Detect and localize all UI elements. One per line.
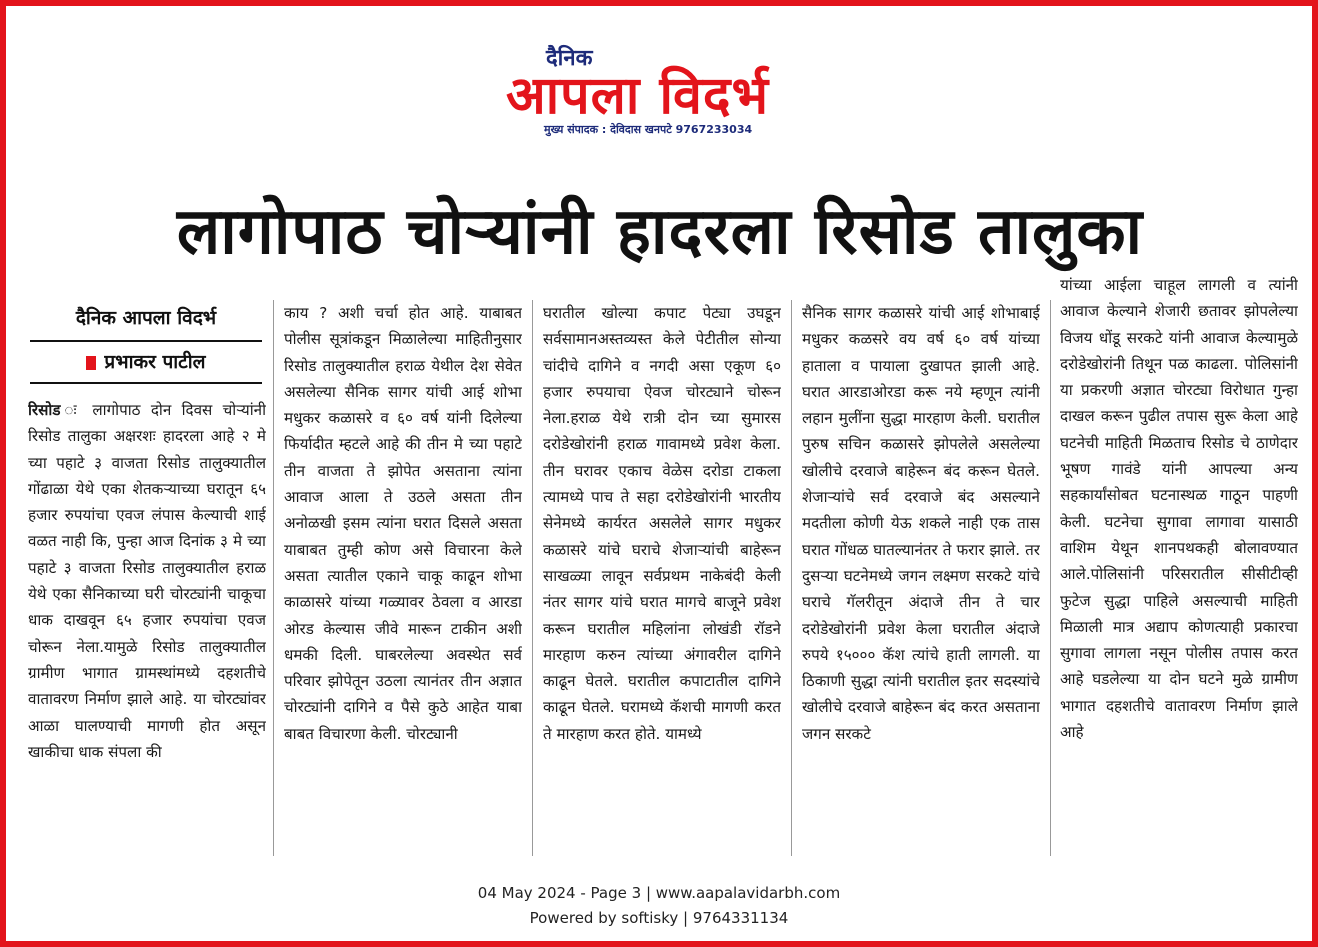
publication-name: दैनिक आपला विदर्भ — [30, 300, 262, 342]
masthead-title: आपला विदर्भ — [506, 66, 770, 126]
column-text-4: सैनिक सागर कळासरे यांची आई शोभाबाई मधुकर कळसरे वय वर्ष ६० वर्ष यांच्या हाताला व पायाला दुखापत झाली आहे. घरात आरडाओरडा करू नये म्हणून त्यांनी लहान मुलींना सुद्धा मारहाण केली. घरातील पुरुष सचिन कळासरे झोपलेले असलेल्या खोलीचे दरवाजे बाहेरून बंद करून घेतले. शेजाऱ्यांचे सर्व दरवाजे बंद असल्याने मदतीला कोणी येऊ शकले नाही एक तास घरात गोंधळ घातल्यानंतर ते फरार झाले. तर दुसऱ्या घटनेमध्ये जगन लक्ष्मण सरकटे यांचे घराचे गॅलरीतून अंदाजे तीन ते चार दरोडेखोरांनी प्रवेश केला घरातील अंदाजे रुपये १५००० कॅश त्यांचे हाती लागली. या ठिकाणी सुद्धा त्यांनी घरातील इतर सदस्यांचे खोलीचे दरवाजे बाहेरून बंद करत असताना जगन सरकटे — [802, 304, 1040, 743]
column-divider — [532, 300, 533, 856]
article-column-3 — [543, 300, 781, 860]
headline: लागोपाठ चोऱ्यांनी हादरला रिसोड तालुका — [176, 195, 1144, 269]
article-column-2 — [284, 300, 522, 860]
column-divider — [273, 300, 274, 856]
column-text-3: घरातील खोल्या कपाट पेट्या उघडून सर्वसामानअस्तव्यस्त केले पेटीतील सोन्या चांदीचे दागिने व नगदी असा एकूण ६० हजार रुपयाचा ऐवज चोरट्याने चोरून नेला.हराळ येथे रात्री दोन च्या सुमारस दरोडेखोरांनी हराळ गावामध्ये प्रवेश केला. तीन घरावर एकाच वेळेस दरोडा टाकला त्यामध्ये पाच ते सहा दरोडेखोरांनी भारतीय सेनेमध्ये कार्यरत असलेले सागर मधुकर कळासरे यांचे घराचे शेजाऱ्यांची बाहेरून साखळ्या लावून सर्वप्रथम नाकेबंदी केली नंतर सागर यांचे घरात मागचे बाजूने प्रवेश करून घरातील महिलांना लोखंडी रॉडने मारहाण करुन त्यांच्या अंगावरील दागिने काढून घेतले. घरातील कपाटातील दागिने काढून घेतले. घरामध्ये कॅशची मागणी करत ते मारहाण करत होते. यामध्ये — [543, 304, 781, 743]
reporter-name: प्रभाकर पाटील — [104, 351, 206, 373]
footer-powered-by: Powered by softisky | 9764331134 — [529, 909, 789, 927]
masthead-top-word: दैनिक — [546, 46, 593, 71]
masthead — [490, 40, 830, 140]
dateline: रिसोड — [28, 401, 61, 419]
column-divider — [791, 300, 792, 856]
column-divider — [1050, 300, 1051, 856]
article-column-5 — [1060, 272, 1298, 862]
column-text-5: यांच्या आईला चाहूल लागली व त्यांनी आवाज केल्याने शेजारी छतावर झोपलेल्या विजय धोंडू सरकटे यांनी आवाज केल्यामुळे दरोडेखोरांनी तिथून पळ काढला. पोलिसांनी या प्रकरणी अज्ञात चोरट्या विरोधात गुन्हा दाखल करून पुढील तपास सुरू केला आहे घटनेची माहिती मिळताच रिसोड चे ठाणेदार भूषण गावंडे यांनी आपल्या अन्य सहकार्यांसोबत घटनास्थळ गाठून पाहणी केली. घटनेचा सुगावा लागावा यासाठी वाशिम येथून शानपथकही बोलावण्यात आले.पोलिसांनी परिसरातील सीसीटीव्ही फुटेज सुद्धा पाहिले असल्याची माहिती मिळाली मात्र अद्याप कोणत्याही प्रकारचा सुगावा लागला नसून पोलीस तपास करत आहे घडलेल्या या दोन घटने मुळे ग्रामीण भागात दहशतीचे वातावरण निर्माण झाले आहे — [1060, 276, 1298, 742]
column-text-2: काय ? अशी चर्चा होत आहे. याबाबत पोलीस सूत्रांकडून मिळालेल्या माहितीनुसार रिसोड तालुक्यातील हराळ येथील देश सेवेत असलेल्या सैनिक सागर यांची आई शोभा मधुकर कळासरे व ६० वर्ष यांनी दिलेल्या फिर्यादीत म्हटले आहे की तीन मे च्या पहाटे तीन वाजता ते झोपेत असताना त्यांना आवाज आला ते उठले असता तीन अनोळखी इसम त्यांना घरात दिसले असता याबाबत तुम्ही कोण असे विचारना केले असता त्यातील एकाने चाकू काढून शोभा काळासरे यांच्या गळ्यावर ठेवला व आरडा ओरड केल्यास जीवे मारून टाकीन अशी धमकी दिली. घाबरलेल्या अवस्थेत सर्व परिवार झोपेतून उठला त्यानंतर तीन अज्ञात चोरट्यांनी दागिने व पैसे कुठे आहेत याबा बाबत विचारणा केली. चोरट्यानी — [284, 304, 522, 743]
footer-date-page: 04 May 2024 - Page 3 | www.aapalavidarbh.com — [477, 884, 841, 902]
reporter-line — [30, 342, 262, 384]
column-text-1: ः लागोपाठ दोन दिवस चोऱ्यांनी रिसोड तालुका अक्षरशः हादरला आहे २ मे च्या पहाटे ३ वाजता रिसोड तालुक्यातील गोंढाळा येथे एका शेतकऱ्याच्या घरातून ६५ हजार रुपयांचा एवज लंपास केल्याची शाई वळत नाही कि, पुन्हा आज दिनांक ३ मे च्या पहाटे ३ वाजता रिसोड तालुक्यातील हराळ येथे एका सैनिकाच्या घरी चोरट्यांनी चाकूचा धाक दाखवून ६५ हजार रुपयांचा एवज चोरून नेला.यामुळे रिसोड तालुक्यातील ग्रामीण भागात ग्रामस्थांमध्ये दहशतीचे वातावरण निर्माण झाले आहे. या चोरट्यांवर आळा घालण्याची मागणी होत असून खाकीचा धाक संपला की — [28, 401, 266, 761]
masthead-editor-line: मुख्य संपादक : देविदास खनपटे 9767233034 — [544, 123, 753, 136]
article-column-1 — [28, 397, 266, 857]
bullet-square-icon — [86, 356, 96, 370]
byline-box — [30, 300, 262, 384]
article-column-4 — [802, 300, 1040, 860]
